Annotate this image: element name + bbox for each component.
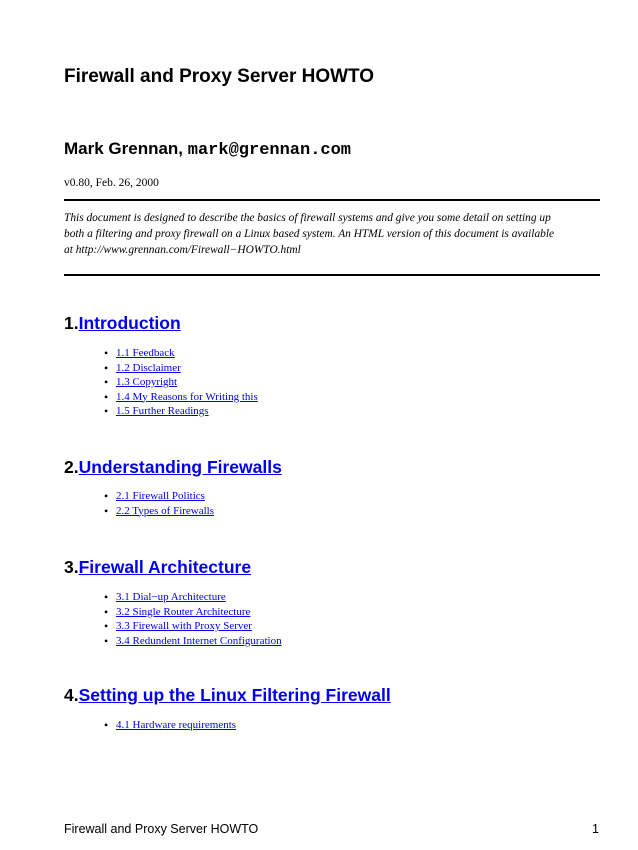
list-item <box>104 590 282 605</box>
abstract-line: both a filtering and proxy firewall on a Linux based system. An HTML version of this document is available <box>64 228 555 240</box>
author-email: mark@grennan.com <box>187 141 352 160</box>
section-heading-linux-filtering-firewall <box>64 685 391 706</box>
footer-title: Firewall and Proxy Server HOWTO <box>64 822 259 836</box>
list-item <box>104 504 214 519</box>
section-heading-introduction <box>64 313 181 334</box>
bottom-rule <box>64 274 600 276</box>
toc-list-firewall-architecture <box>104 590 282 648</box>
list-item <box>104 619 282 634</box>
toc-link[interactable]: 1.5 Further Readings <box>116 405 209 417</box>
author-line <box>64 139 351 160</box>
top-rule <box>64 199 600 201</box>
section-number: 3. <box>64 557 79 577</box>
list-item <box>104 605 282 620</box>
toc-link[interactable]: 1.4 My Reasons for Writing this <box>116 390 258 403</box>
section-link-understanding-firewalls[interactable]: Understanding Firewalls <box>78 457 282 477</box>
list-item <box>104 718 236 733</box>
list-item <box>104 489 214 504</box>
section-number: 1. <box>64 313 79 333</box>
toc-link[interactable]: 3.2 Single Router Architecture <box>116 605 251 618</box>
toc-link[interactable]: 2.2 Types of Firewalls <box>116 504 215 517</box>
version-date: v0.80, Feb. 26, 2000 <box>64 177 159 189</box>
toc-list-introduction <box>104 346 258 419</box>
abstract-line: at http://www.grennan.com/Firewall−HOWTO.html <box>64 244 301 256</box>
list-item <box>104 404 258 419</box>
section-link-firewall-architecture[interactable]: Firewall Architecture <box>78 557 252 577</box>
author-name: Mark Grennan, <box>64 139 184 158</box>
toc-link[interactable]: 3.1 Dial−up Architecture <box>116 591 226 603</box>
abstract <box>64 210 600 258</box>
list-item <box>104 375 258 390</box>
list-item <box>104 361 258 376</box>
section-number: 2. <box>64 457 79 477</box>
toc-link[interactable]: 4.1 Hardware requirements <box>116 719 237 731</box>
section-heading-understanding-firewalls <box>64 457 282 478</box>
list-item <box>104 390 258 405</box>
page-number: 1 <box>592 822 599 836</box>
list-item <box>104 634 282 649</box>
document-title: Firewall and Proxy Server HOWTO <box>64 66 375 87</box>
toc-link[interactable]: 1.1 Feedback <box>116 347 175 359</box>
list-item <box>104 346 258 361</box>
toc-link[interactable]: 2.1 Firewall Politics <box>116 490 205 502</box>
toc-list-understanding-firewalls <box>104 489 214 518</box>
toc-link[interactable]: 1.2 Disclaimer <box>116 361 181 374</box>
section-link-introduction[interactable]: Introduction <box>78 313 181 333</box>
section-heading-firewall-architecture <box>64 557 251 578</box>
toc-link[interactable]: 1.3 Copyright <box>116 376 178 388</box>
toc-link[interactable]: 3.3 Firewall with Proxy Server <box>116 620 252 632</box>
toc-link[interactable]: 3.4 Redundent Internet Configuration <box>116 634 282 647</box>
abstract-line: This document is designed to describe the basics of firewall systems and give you some detail on setting up <box>64 212 551 224</box>
toc-list-linux-filtering-firewall <box>104 718 236 733</box>
section-number: 4. <box>64 685 79 705</box>
section-link-linux-filtering-firewall[interactable]: Setting up the Linux Filtering Firewall <box>78 685 391 705</box>
